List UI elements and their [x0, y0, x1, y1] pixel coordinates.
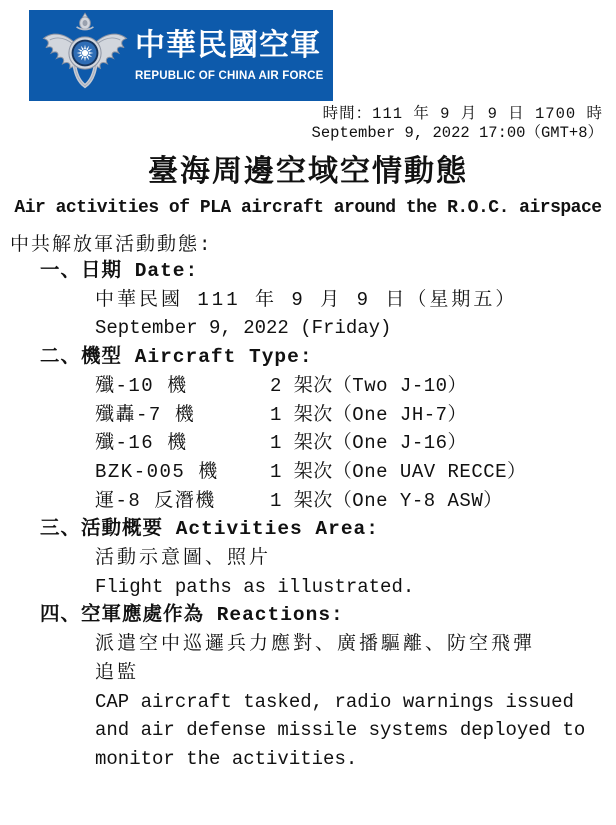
activities-line-en: Flight paths as illustrated.	[95, 575, 415, 598]
aircraft-row	[0, 401, 616, 430]
sun-roundel-icon	[69, 37, 101, 69]
activities-line-zh: 活動示意圖、照片	[95, 547, 272, 570]
aircraft-type: BZK-005 機	[95, 460, 219, 483]
reactions-line-zh-1: 派遣空中巡邏兵力應對、廣播驅離、防空飛彈	[95, 633, 536, 656]
aircraft-type: 殲轟-7 機	[95, 403, 196, 426]
aircraft-type: 殲-16 機	[95, 432, 188, 455]
reactions-line-en-1: CAP aircraft tasked, radio warnings issued	[95, 690, 574, 713]
section-date-heading: 一、日期 Date:	[40, 260, 199, 282]
reactions-line-zh-2: 追監	[95, 661, 140, 684]
aircraft-count: 1 架次（One Y-8 ASW）	[270, 489, 503, 512]
banner-title-en: REPUBLIC OF CHINA AIR FORCE	[135, 70, 324, 82]
aircraft-count: 1 架次（One UAV RECCE）	[270, 460, 527, 483]
section-aircraft-heading: 二、機型 Aircraft Type:	[40, 346, 313, 369]
crest-icon	[77, 13, 94, 29]
intro-line: 中共解放軍活動動態:	[10, 234, 213, 256]
report-subtitle: Air activities of PLA aircraft around the R.O.C. airspace	[14, 198, 602, 218]
date-line-en: September 9, 2022 (Friday)	[95, 317, 392, 340]
aircraft-row	[0, 487, 616, 516]
aircraft-count: 1 架次（One JH-7）	[270, 403, 468, 426]
aircraft-row	[0, 458, 616, 487]
reactions-line-en-3: monitor the activities.	[95, 747, 358, 770]
section-activities-heading: 三、活動概要 Activities Area:	[40, 518, 379, 541]
timestamp	[312, 105, 603, 143]
banner-title-zh: 中華民國空軍	[135, 29, 321, 62]
date-line-zh: 中華民國 111 年 9 月 9 日（星期五）	[95, 288, 518, 311]
timestamp-en: September 9, 2022 17:00（GMT+8）	[311, 124, 603, 142]
rocaf-emblem-icon	[39, 10, 131, 101]
aircraft-type: 殲-10 機	[95, 374, 188, 397]
rocaf-banner	[29, 10, 333, 101]
aircraft-count: 2 架次（Two J-10）	[270, 374, 468, 397]
timestamp-zh: 時間：111 年 9 月 9 日 1700 時	[322, 105, 603, 123]
reactions-line-en-2: and air defense missile systems deployed to	[95, 719, 586, 742]
section-reactions-heading: 四、空軍應處作為 Reactions:	[40, 604, 344, 627]
banner-text	[135, 29, 324, 82]
aircraft-type: 運-8 反潛機	[95, 489, 216, 512]
aircraft-count: 1 架次（One J-16）	[270, 432, 468, 455]
aircraft-row	[0, 372, 616, 401]
aircraft-row	[0, 429, 616, 458]
report-title: 臺海周邊空域空情動態	[148, 155, 468, 188]
report-body	[0, 257, 616, 774]
